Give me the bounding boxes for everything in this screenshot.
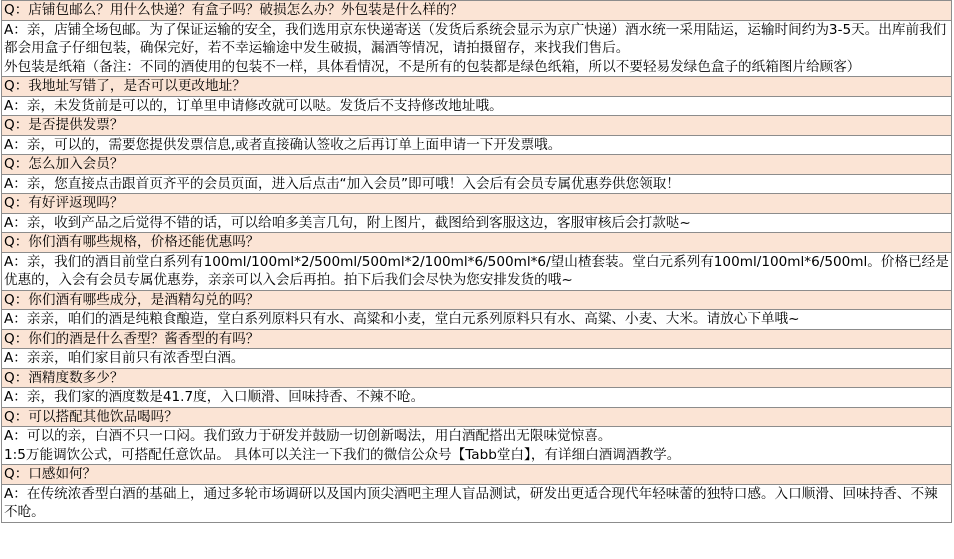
- question-text: Q：你们的酒是什么香型？酱香型的有吗？: [2, 329, 952, 349]
- answer-row: [2, 484, 952, 522]
- answer-row: [2, 252, 952, 290]
- question-row: [2, 290, 952, 310]
- answer-text: A：在传统浓香型白酒的基础上，通过多轮市场调研以及国内顶尖酒吧主理人盲品测试，研发出更适合现代年轻味蕾的独特口感。入口顺滑、回味持香、不辣不呛。: [2, 484, 952, 522]
- answer-text: A：亲，店铺全场包邮。为了保证运输的安全，我们选用京东快递寄送（发货后系统会显示为京广快递）酒水统一采用陆运，运输时间约为3-5天。出库前我们都会用盒子仔细包装，确保完好，若不幸运输途中发生破损，漏酒等情况，请拍摄留存，来找我们售后。: [4, 21, 947, 56]
- answer-text: A：亲，未发货前是可以的，订单里申请修改就可以哒。发货后不支持修改地址哦。: [2, 96, 952, 116]
- answer-cell: [2, 20, 952, 77]
- question-row: [2, 77, 952, 97]
- question-text: Q：酒精度数多少？: [2, 368, 952, 388]
- question-row: [2, 407, 952, 427]
- answer-text: A：亲亲，咱们家目前只有浓香型白酒。: [2, 349, 952, 369]
- answer-row: [2, 213, 952, 233]
- answer-cell: [2, 427, 952, 465]
- answer-text: 外包装是纸箱（备注：不同的酒使用的包装不一样，具体看情况，不是所有的包装都是绿色纸箱，所以不要轻易发绿色盒子的纸箱图片给顾客）: [4, 58, 861, 75]
- answer-text: A：亲，收到产品之后觉得不错的话，可以给咱多美言几句，附上图片，截图给到客服这边，客服审核后会打款哒~: [2, 213, 952, 233]
- question-row: [2, 368, 952, 388]
- question-text: Q：有好评返现吗？: [2, 194, 952, 214]
- question-text: Q：是否提供发票？: [2, 116, 952, 136]
- question-text: Q：你们酒有哪些成分，是酒精勾兑的吗？: [2, 290, 952, 310]
- question-row: [2, 194, 952, 214]
- question-text: Q：你们酒有哪些规格，价格还能优惠吗？: [2, 233, 952, 253]
- answer-text: A：亲，您直接点击跟首页齐平的会员页面，进入后点击“加入会员”即可哦！入会后有会员专属优惠券供您领取！: [2, 174, 952, 194]
- answer-text: A：亲，我们家的酒度数是41.7度，入口顺滑、回味持香、不辣不呛。: [2, 388, 952, 408]
- answer-row: [2, 20, 952, 77]
- question-text: Q：店铺包邮么？用什么快递？有盒子吗？破损怎么办？外包装是什么样的？: [2, 1, 952, 21]
- faq-table: [1, 0, 952, 523]
- answer-row: [2, 174, 952, 194]
- question-row: [2, 116, 952, 136]
- question-row: [2, 155, 952, 175]
- answer-text: A：亲，我们的酒目前堂白系列有100ml/100ml*2/500ml/500ml*2/100ml*6/500ml*6/望山楂套装。堂白元系列有100ml/100ml*6/500ml。价格已经是优惠的，入会有会员专属优惠券，亲亲可以入会后再拍。拍下后我们会尽快为您安排发货的哦~: [2, 252, 952, 290]
- answer-row: [2, 135, 952, 155]
- answer-row: [2, 388, 952, 408]
- question-text: Q：我地址写错了，是否可以更改地址？: [2, 77, 952, 97]
- question-row: [2, 1, 952, 21]
- question-text: Q：可以搭配其他饮品喝吗？: [2, 407, 952, 427]
- answer-text: A：亲，可以的，需要您提供发票信息,或者直接确认签收之后再订单上面申请一下开发票哦。: [2, 135, 952, 155]
- question-text: Q：口感如何？: [2, 465, 952, 485]
- answer-row: [2, 349, 952, 369]
- answer-text: 1:5万能调饮公式，可搭配任意饮品。 具体可以关注一下我们的微信公众号【Tabb堂白】，有详细白酒调酒教学。: [4, 446, 681, 463]
- answer-row: [2, 310, 952, 330]
- answer-text: A：亲亲，咱们的酒是纯粮食酿造，堂白系列原料只有水、高粱和小麦，堂白元系列原料只有水、高粱、小麦、大米。请放心下单哦~: [2, 310, 952, 330]
- answer-row: [2, 427, 952, 465]
- question-row: [2, 233, 952, 253]
- question-row: [2, 465, 952, 485]
- question-text: Q：怎么加入会员？: [2, 155, 952, 175]
- answer-text: A：可以的亲，白酒不只一口闷。我们致力于研发并鼓励一切创新喝法，用白酒配搭出无限味觉惊喜。: [4, 428, 612, 444]
- answer-row: [2, 96, 952, 116]
- question-row: [2, 329, 952, 349]
